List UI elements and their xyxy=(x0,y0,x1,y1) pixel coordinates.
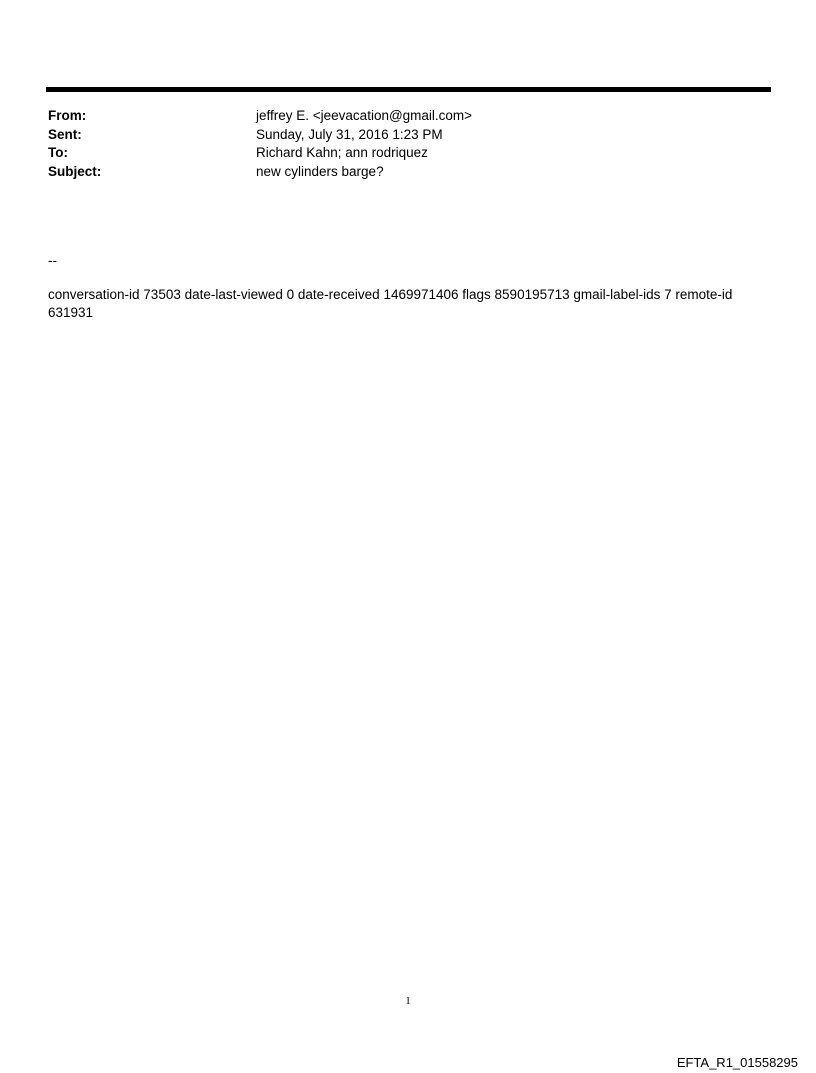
sent-row xyxy=(48,126,748,145)
signature-separator: -- xyxy=(48,253,57,268)
sent-value: Sunday, July 31, 2016 1:23 PM xyxy=(256,126,443,142)
from-row xyxy=(48,107,748,126)
page-number: 1 xyxy=(405,995,411,1007)
from-value: jeffrey E. <jeevacation@gmail.com> xyxy=(256,108,473,123)
from-label: From: xyxy=(48,108,87,123)
message-metadata: conversation-id 73503 date-last-viewed 0 date-received 1469971406 flags 8590195713 gmail-label-ids 7 remote-id 631931 xyxy=(48,287,733,320)
to-row xyxy=(48,144,748,163)
subject-value: new cylinders barge? xyxy=(256,163,384,179)
header-divider-rule xyxy=(46,87,771,92)
subject-row xyxy=(48,163,748,182)
subject-label: Subject: xyxy=(48,163,102,179)
email-header xyxy=(48,107,748,181)
to-value: Richard Kahn; ann rodriquez xyxy=(256,145,428,160)
sent-label: Sent: xyxy=(48,126,82,142)
bates-number: EFTA_R1_01558295 xyxy=(676,1055,798,1070)
to-label: To: xyxy=(48,145,68,160)
